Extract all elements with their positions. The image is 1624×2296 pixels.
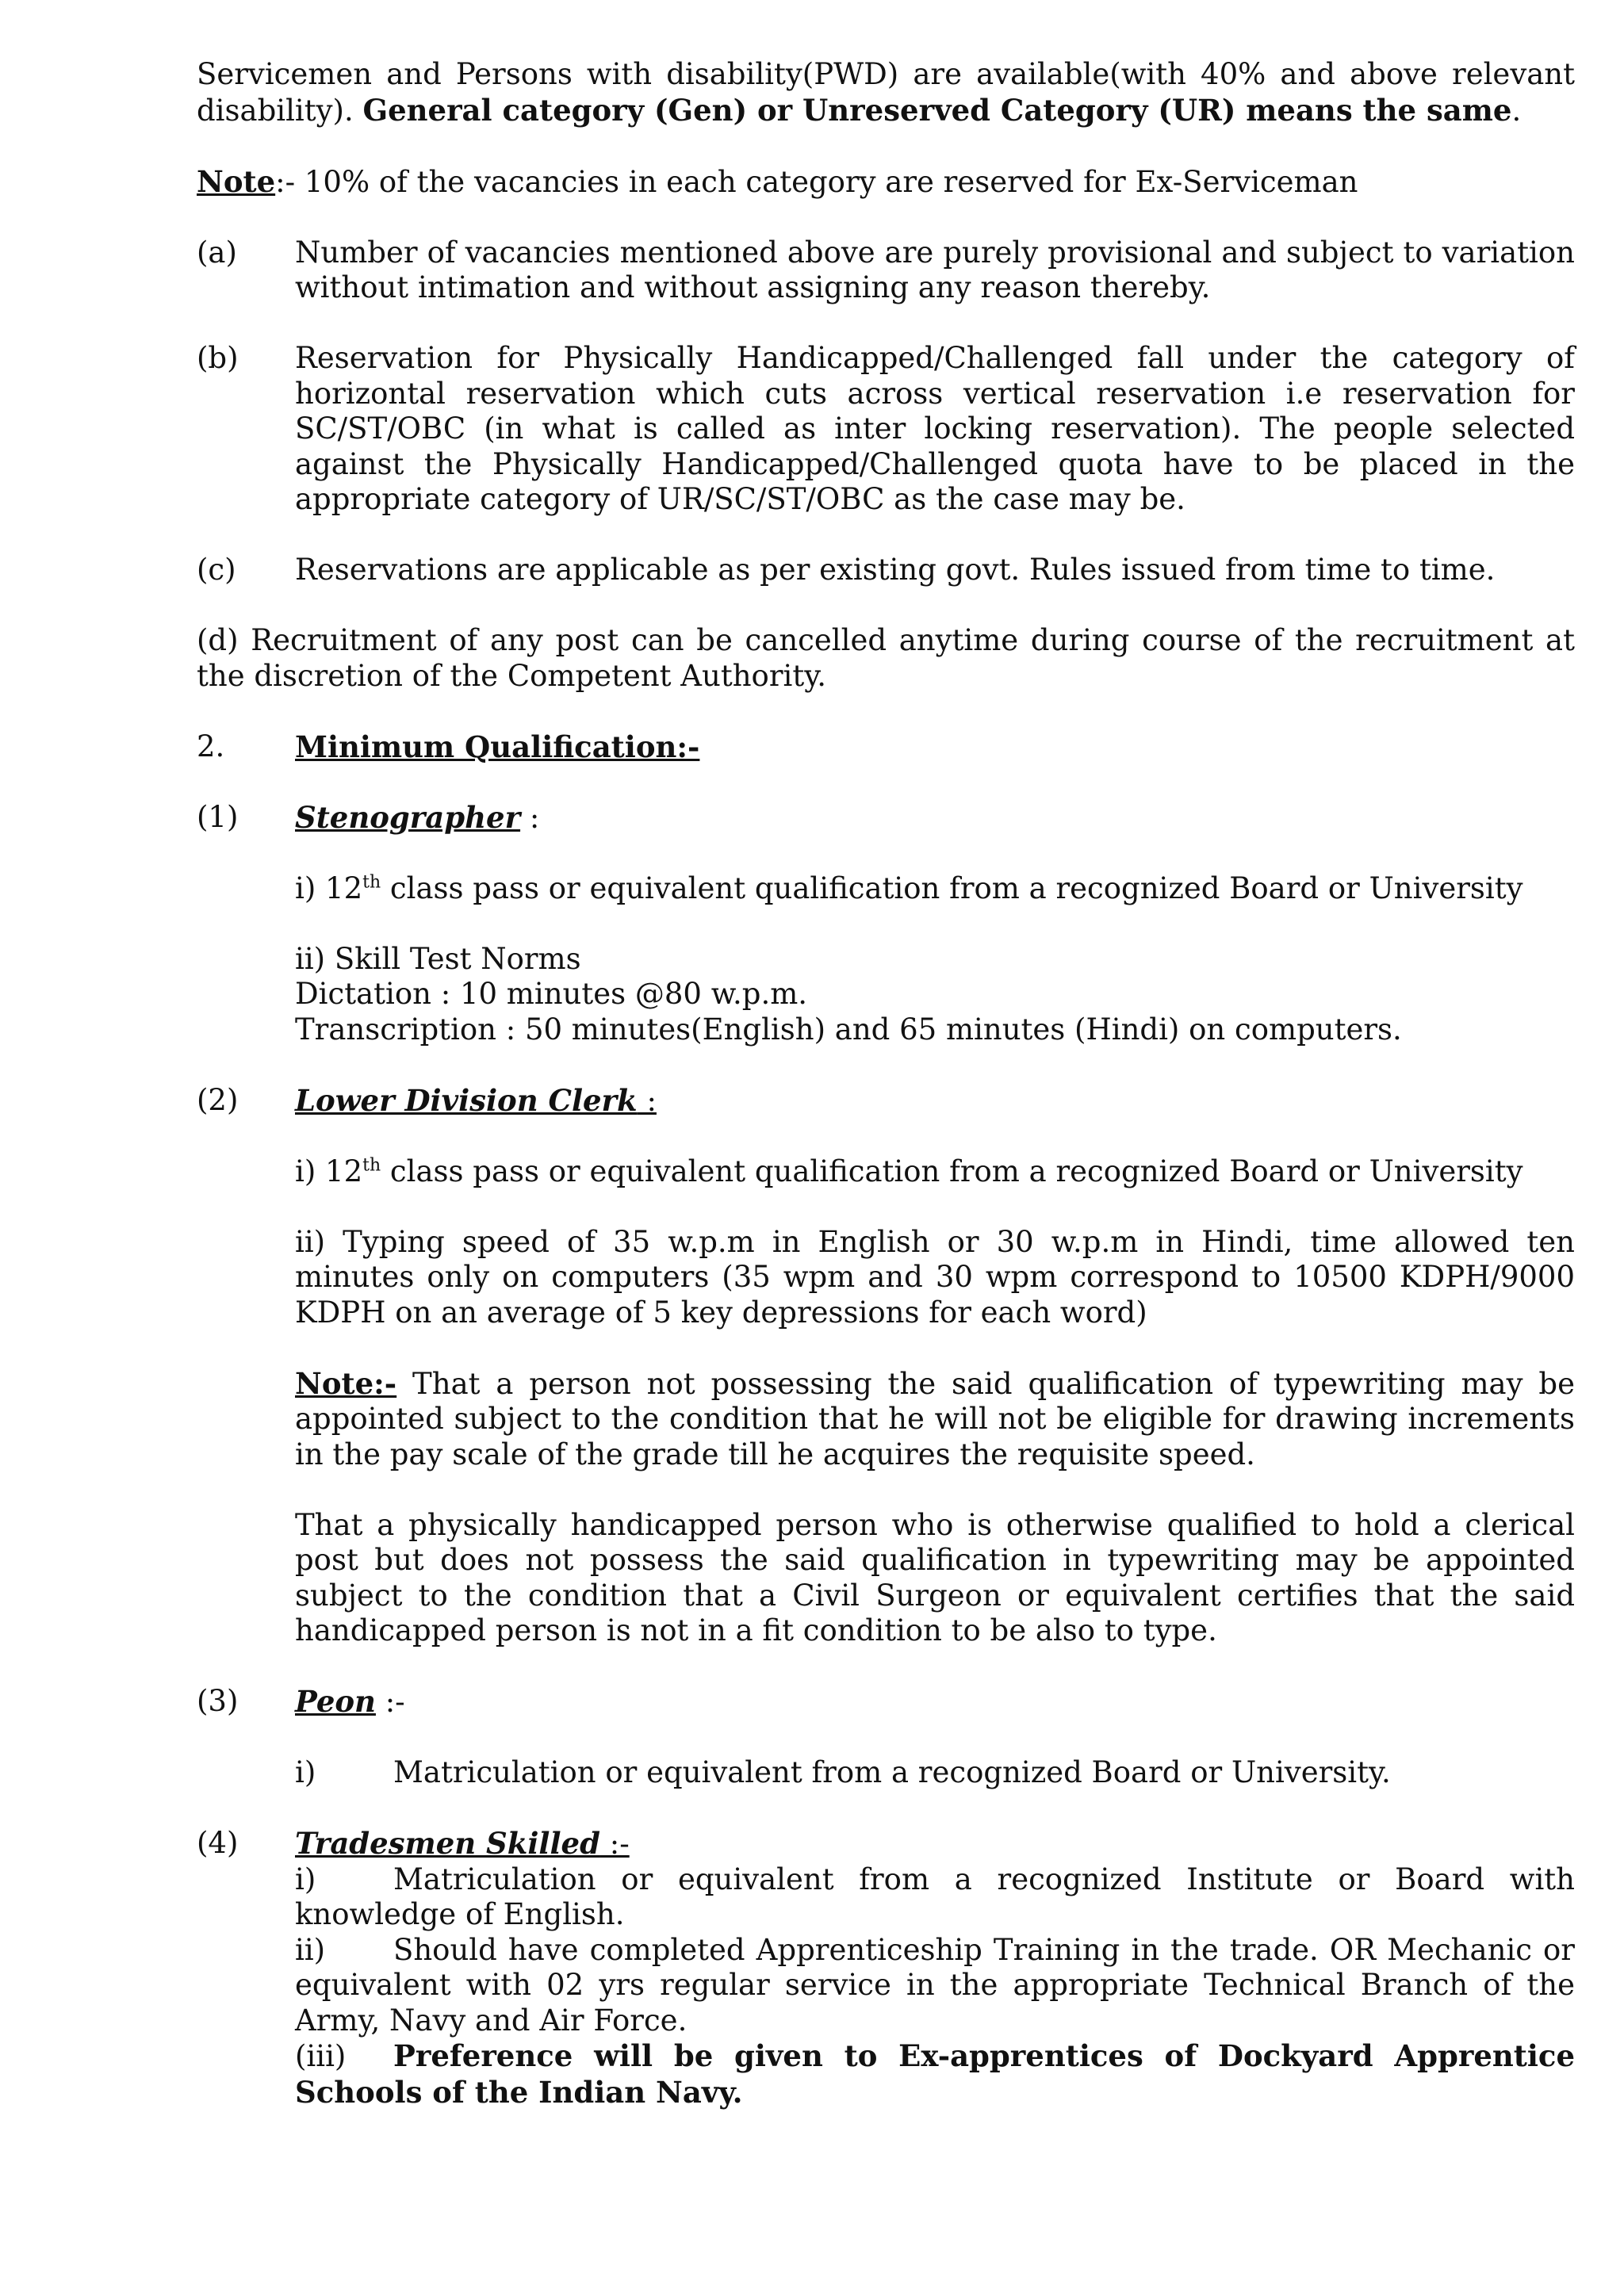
section-2-number: 2. xyxy=(197,729,225,763)
tradesmen-q1-label: i) xyxy=(295,1862,316,1896)
steno-skill-test: ii) Skill Test Norms xyxy=(295,941,581,976)
note-label: Note xyxy=(197,163,276,199)
item-c xyxy=(197,553,1575,588)
peon-number: (3) xyxy=(197,1684,239,1718)
stenographer-number: (1) xyxy=(197,799,239,834)
ldc-q1-sup: th xyxy=(362,1155,381,1176)
item-c-label: (c) xyxy=(197,553,236,587)
peon-q1-text: Matriculation or equivalent from a recognized Board or University. xyxy=(393,1755,1391,1789)
ldc-note-label: Note:- xyxy=(295,1365,397,1401)
tradesmen-q3-text: Preference will be given to Ex-apprentices of Dockyard Apprentice Schools of the Indian Navy. xyxy=(295,2038,1575,2110)
tradesmen-heading xyxy=(197,1826,1575,1862)
item-b-label: (b) xyxy=(197,341,239,375)
stenographer-qualification-2 xyxy=(295,942,1575,1048)
note-text: :- 10% of the vacancies in each category are reserved for Ex-Serviceman xyxy=(275,164,1358,199)
tradesmen-title: Tradesmen Skilled xyxy=(295,1826,600,1861)
ldc-q1-post: class pass or equivalent qualification from a recognized Board or University xyxy=(381,1154,1523,1188)
peon-title: Peon xyxy=(295,1684,376,1719)
tradesmen-q3-label: (iii) xyxy=(295,2039,347,2073)
steno-q1-sup: th xyxy=(362,872,381,893)
peon-heading xyxy=(197,1684,1575,1720)
stenographer-suffix: : xyxy=(520,800,540,835)
tradesmen-q1-text: Matriculation or equivalent from a recognized Institute or Board with knowledge of English. xyxy=(295,1862,1575,1931)
ldc-q1-pre: i) 12 xyxy=(295,1154,363,1188)
ldc-qualification-2: ii) Typing speed of 35 w.p.m in English or 30 w.p.m in Hindi, time allowed ten minutes only on computers (35 wpm and 30 wpm correspond to 10500 KDPH/9000 KDPH on an average of 5 key depressions for each word) xyxy=(295,1224,1575,1330)
intro-bold-text: General category (Gen) or Unreserved Category (UR) means the same xyxy=(362,92,1512,128)
stenographer-heading xyxy=(197,800,1575,836)
tradesmen-q2-text: Should have completed Apprenticeship Training in the trade. OR Mechanic or equivalent with 02 yrs regular service in the appropriate Technical Branch of the Army, Navy and Air Force. xyxy=(295,1932,1575,2038)
stenographer-title: Stenographer xyxy=(295,799,521,835)
peon-q1-label: i) xyxy=(295,1755,316,1789)
intro-end: . xyxy=(1511,93,1522,128)
steno-q1-post: class pass or equivalent qualification from a recognized Board or University xyxy=(381,871,1523,905)
tradesmen-suffix: :- xyxy=(599,1827,630,1861)
tradesmen-qualification-1 xyxy=(295,1862,1575,1933)
ldc-title: Lower Division Clerk xyxy=(295,1082,638,1118)
tradesmen-qualification-3 xyxy=(295,2038,1575,2110)
tradesmen-q2-label: ii) xyxy=(295,1932,326,1967)
item-a-text: Number of vacancies mentioned above are purely provisional and subject to variation without intimation and without assigning any reason thereby. xyxy=(295,235,1575,304)
steno-dictation: Dictation : 10 minutes @80 w.p.m. xyxy=(295,977,808,1011)
stenographer-qualification-1 xyxy=(295,871,1575,907)
ldc-heading xyxy=(197,1083,1575,1119)
document-page xyxy=(197,57,1575,2110)
ldc-ph-paragraph: That a physically handicapped person who is otherwise qualified to hold a clerical post but does not possess the said qualification in typewriting may be appointed subject to the condition that a Civil Surgeon or equivalent certifies that the said handicapped person is not in a fit condition to be also to type. xyxy=(295,1507,1575,1647)
tradesmen-number: (4) xyxy=(197,1826,239,1860)
ldc-note xyxy=(295,1366,1575,1473)
ldc-note-text: That a person not possessing the said qualification of typewriting may be appointed subject to the condition that he will not be eligible for drawing increments in the pay scale of the grade till he acquires the requisite speed. xyxy=(295,1366,1575,1471)
item-a xyxy=(197,235,1575,306)
ldc-suffix: : xyxy=(637,1083,657,1118)
ldc-qualification-1 xyxy=(295,1154,1575,1190)
item-a-label: (a) xyxy=(197,235,237,270)
tradesmen-qualification-2 xyxy=(295,1933,1575,2039)
peon-suffix: :- xyxy=(375,1685,405,1719)
steno-transcription: Transcription : 50 minutes(English) and 65 minutes (Hindi) on computers. xyxy=(295,1012,1402,1047)
item-d: (d) Recruitment of any post can be cancelled anytime during course of the recruitment at the discretion of the Competent Authority. xyxy=(197,623,1575,693)
item-c-text: Reservations are applicable as per existing govt. Rules issued from time to time. xyxy=(295,553,1496,587)
intro-paragraph xyxy=(197,57,1575,128)
steno-q1-pre: i) 12 xyxy=(295,871,363,905)
ldc-number: (2) xyxy=(197,1082,239,1117)
section-2-heading xyxy=(197,729,1575,765)
section-2-title: Minimum Qualification:- xyxy=(295,729,700,764)
intro-text: Servicemen and Persons with disability(PWD) are available(with 40% and above relevant disability). xyxy=(197,57,1575,128)
peon-qualification-1 xyxy=(295,1755,1575,1791)
item-b xyxy=(197,341,1575,518)
item-b-text: Reservation for Physically Handicapped/Challenged fall under the category of horizontal reservation which cuts across vertical reservation i.e reservation for SC/ST/OBC (in what is called as inter locking reservation). The people selected against the Physically Handicapped/Challenged quota have to be placed in the appropriate category of UR/SC/ST/OBC as the case may be. xyxy=(295,341,1575,516)
note-paragraph xyxy=(197,164,1575,201)
